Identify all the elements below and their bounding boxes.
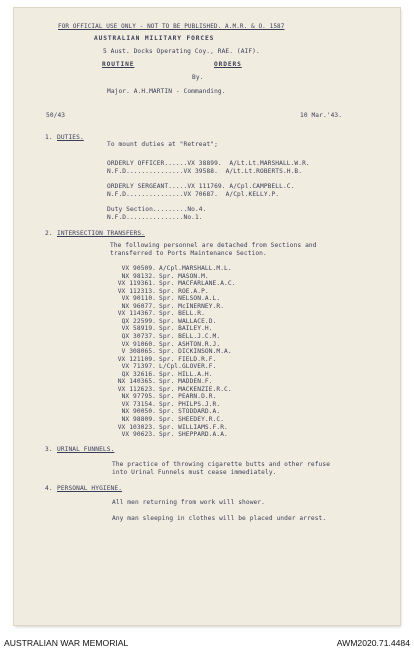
by-label: By. [192, 74, 204, 81]
personnel-service-number: QX 32616. [121, 370, 156, 378]
personnel-entry: L/Cpl.GLOVER.F. [159, 363, 217, 371]
section-3-heading: URINAL FUNNELS. [57, 446, 115, 453]
personnel-service-number: NX 98132. [121, 272, 156, 280]
personnel-entry: Spr. SHEPPARD.A.A. [159, 431, 228, 439]
personnel-entry: Spr. DICKINSON.M.A. [159, 348, 232, 356]
section-3-number: 3. [45, 446, 53, 453]
personnel-entry: Spr. McINERNEY.R. [159, 302, 225, 310]
section-2-heading: INTERSECTION TRANSFERS. [57, 230, 145, 237]
personnel-entry: Spr. ROE.A.P. [159, 287, 209, 295]
duty-line: ORDERLY SERGEANT.....VX 111769. A/Cpl.CAMPBELL.C. [107, 183, 295, 190]
personnel-entry: Spr. SHEEDEY.R.C. [159, 416, 225, 423]
document-page [14, 8, 400, 625]
personnel-entry: Spr. BELL.R. [159, 310, 205, 318]
personnel-service-number: VX 119361. [117, 280, 156, 288]
personnel-entry: Spr. MADDEN.F. [159, 378, 213, 386]
section-1-number: 1. [45, 134, 53, 141]
personnel-service-number: VX 71397. [121, 363, 156, 371]
personnel-service-number: VX 114367. [117, 310, 156, 318]
duty-line: N.F.D...............VX 39588. A/Lt.Lt.ROBERTS.H.B. [107, 168, 303, 175]
personnel-service-number: VX 121109. [117, 355, 156, 363]
personnel-service-number: QX 30737. [121, 332, 156, 340]
section-4-heading: PERSONAL HYGIENE. [57, 485, 123, 492]
personnel-entry: Spr. PEARN.D.R. [159, 393, 217, 401]
title-routine: ROUTINE [102, 61, 135, 68]
hygiene-notice: All men returning from work will shower. [112, 499, 266, 506]
duty-line: N.F.D...............VX 70687. A/Cpl.KELLY.P. [107, 191, 280, 198]
personnel-service-number: NX 140365. [117, 378, 156, 386]
personnel-entry: Spr. NELSON.A.L. [159, 295, 221, 303]
personnel-entry: Spr. MACKENZIE.R.C. [159, 385, 232, 393]
order-number: 50/43 [46, 112, 66, 119]
urinal-notice: into Urinal Funnels must cease immediately. [112, 469, 277, 476]
duty-line: Duty Section.........No.4. [107, 206, 207, 213]
personnel-service-number: VX 90623. [121, 431, 156, 439]
urinal-notice: The practice of throwing cigarette butts and other refuse [112, 461, 331, 468]
section-1-heading: DUTIES. [57, 134, 84, 141]
transfers-intro: transferred to Ports Maintenance Section. [110, 250, 267, 257]
force-heading: AUSTRALIAN MILITARY FORCES [94, 35, 215, 42]
personnel-entry: Spr. HILL.A.H. [159, 370, 213, 378]
personnel-entry: Spr. STODDARD.A. [159, 408, 221, 416]
duty-line: ORDERLY OFFICER......VX 38899. A/Lt.Lt.MARSHALL.W.R. [107, 160, 310, 167]
personnel-service-number: NX 97795. [121, 393, 156, 401]
commander: Major. A.H.MARTIN - Commanding. [107, 88, 226, 95]
personnel-service-number: VX 58919. [121, 325, 156, 333]
personnel-entry: Spr. BAILEY.H. [159, 325, 213, 333]
personnel-service-number: NX 90050. [121, 408, 156, 416]
personnel-service-number: QX 22599. [121, 317, 156, 325]
unit-name: 5 Aust. Docks Operating Coy., RAE. (AIF). [103, 48, 260, 55]
personnel-entry: Spr. BELL.J.C.M. [159, 332, 221, 340]
order-date: 10 Mar.'43. [300, 112, 343, 119]
transfers-intro: The following personnel are detached from Sections and [110, 242, 317, 249]
title-orders: ORDERS [214, 61, 242, 68]
personnel-entry: Spr. PHILPS.J.R. [159, 400, 221, 408]
personnel-service-number: VX 112313. [117, 287, 156, 295]
personnel-service-number: VX 91060. [121, 340, 156, 348]
personnel-service-number: VX 112623. [117, 385, 156, 393]
duties-intro: To mount duties at "Retreat"; [107, 141, 218, 148]
archive-name: AUSTRALIAN WAR MEMORIAL [4, 638, 129, 648]
duty-line: N.F.D...............No.1. [107, 214, 203, 221]
archive-footer [0, 633, 414, 653]
personnel-service-number: VX 90509. [121, 265, 156, 272]
personnel-entry: Spr. MASON.M. [159, 272, 209, 280]
personnel-entry: A/Cpl.MARSHALL.M.L. [159, 265, 232, 272]
personnel-entry: Spr. FIELD.R.F. [159, 355, 217, 363]
personnel-service-number: VX 103023. [117, 423, 156, 431]
personnel-entry: Spr. WILLIAMS.F.R. [159, 423, 228, 431]
personnel-entry: Spr. ASHTON.R.J. [159, 340, 221, 348]
personnel-service-number: NX 98809. [121, 416, 156, 423]
personnel-entry: Spr. MACFARLANE.A.C. [159, 280, 236, 288]
personnel-service-number: VX 90110. [121, 295, 156, 303]
personnel-entry: Spr. WALLACE.D. [159, 317, 217, 325]
personnel-service-number: V 308065. [121, 348, 156, 356]
personnel-service-number: NX 96077. [121, 302, 156, 310]
personnel-service-number: VX 73154. [121, 400, 156, 408]
archive-reference: AWM2020.71.4484 [336, 638, 410, 648]
restriction-notice: FOR OFFICIAL USE ONLY - NOT TO BE PUBLISHED. A.M.R. & O. 1587 [58, 23, 285, 30]
section-2-number: 2. [45, 230, 53, 237]
hygiene-notice: Any man sleeping in clothes will be placed under arrest. [112, 515, 327, 522]
section-4-number: 4. [45, 485, 53, 492]
